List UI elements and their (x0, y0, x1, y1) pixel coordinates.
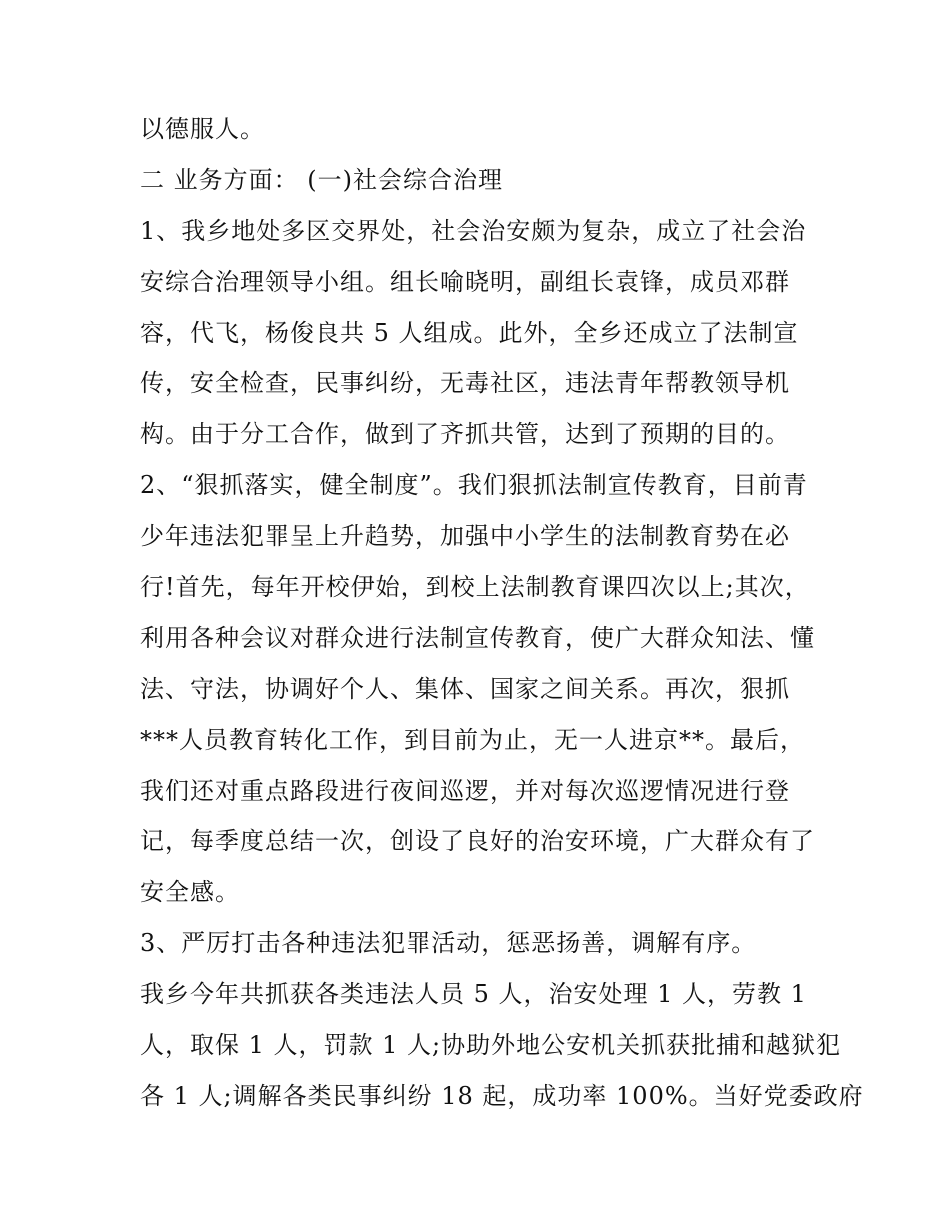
text-line: 行!首先，每年开校伊始，到校上法制教育课四次以上;其次， (140, 573, 810, 602)
text-line: 安全感。 (140, 878, 240, 907)
text-line: 我乡今年共抓获各类违法人员 5 人，治安处理 1 人，劳教 1 (140, 980, 807, 1009)
text-line: 法、守法，协调好个人、集体、国家之间关系。再次，狠抓 (140, 674, 790, 703)
text-line: 构。由于分工合作，做到了齐抓共管，达到了预期的目的。 (140, 420, 790, 449)
text-line: 2、“狠抓落实，健全制度”。我们狠抓法制宣传教育，目前青 (140, 471, 808, 500)
text-line: 1、我乡地处多区交界处，社会治安颇为复杂，成立了社会治 (140, 216, 807, 245)
text-line: ***人员教育转化工作，到目前为止，无一人进京**。最后， (140, 725, 805, 754)
text-line: 安综合治理领导小组。组长喻晓明，副组长袁锋，成员邓群 (140, 267, 790, 296)
text-line: 我们还对重点路段进行夜间巡逻，并对每次巡逻情况进行登 (140, 776, 790, 805)
section-heading: 二 业务方面： (一)社会综合治理 (140, 165, 503, 194)
text-line: 各 1 人;调解各类民事纠纷 18 起，成功率 100%。当好党委政府 (140, 1081, 864, 1110)
document-body (140, 104, 864, 1122)
text-line: 少年违法犯罪呈上升趋势，加强中小学生的法制教育势在必 (140, 522, 790, 551)
text-line: 记，每季度总结一次，创设了良好的治安环境，广大群众有了 (140, 827, 815, 856)
text-line: 以德服人。 (140, 115, 265, 143)
text-line: 利用各种会议对群众进行法制宣传教育，使广大群众知法、懂 (140, 623, 815, 652)
text-line: 人，取保 1 人，罚款 1 人;协助外地公安机关抓获批捕和越狱犯 (140, 1031, 842, 1060)
text-line: 传，安全检查，民事纠纷，无毒社区，违法青年帮教领导机 (140, 369, 790, 398)
text-line: 容，代飞，杨俊良共 5 人组成。此外，全乡还成立了法制宣 (140, 318, 799, 347)
text-line: 3、严厉打击各种违法犯罪活动，惩恶扬善，调解有序。 (140, 929, 757, 958)
